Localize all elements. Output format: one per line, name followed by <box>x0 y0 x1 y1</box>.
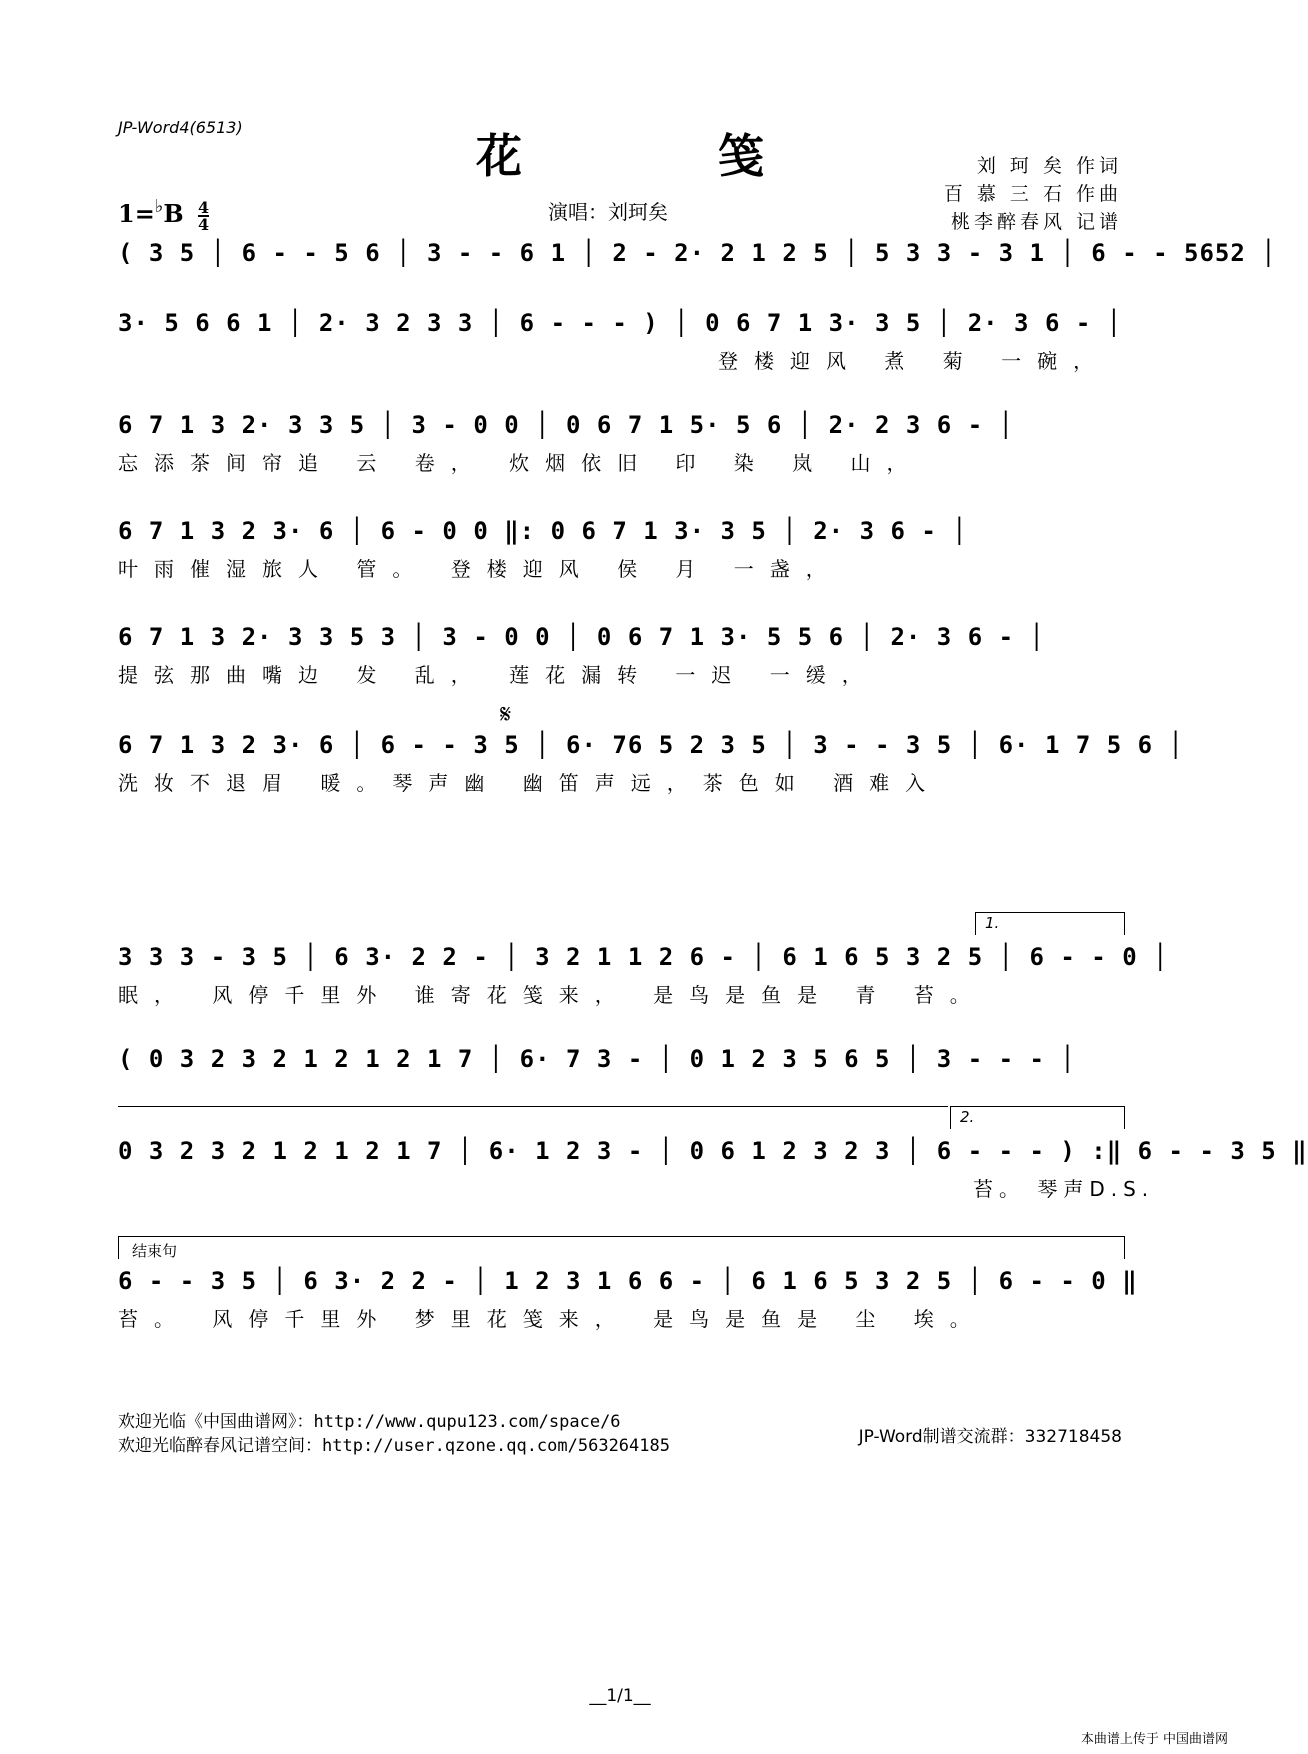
score-notes: 6 - - 3 5 │ 6 3· 2 2 - │ 1 2 3 1 6 6 - │ 6 1 6 5 3 2 5 │ 6 - - 0 ‖ <box>118 1267 1138 1295</box>
lyricist: 刘 珂 矣 作词 <box>976 155 1122 177</box>
flat-sign: ♭ <box>154 196 164 217</box>
staff-divider <box>118 1106 948 1107</box>
footer-links <box>118 1410 670 1458</box>
score-notes: 6 7 1 3 2 3· 6 │ 6 - - 3 5 │ 6· 76 5 2 3 5 │ 3 - - 3 5 │ 6· 1 7 5 6 │ <box>118 731 1184 759</box>
key-note: B <box>163 199 184 228</box>
coda-bracket <box>118 1236 1125 1259</box>
ending-2-label: 2. <box>960 1108 975 1126</box>
time-signature <box>197 197 210 234</box>
page-title: 花 笺 <box>475 129 854 183</box>
score-row <box>118 236 1277 306</box>
score-lyrics: 苔。 琴声D.S. <box>973 1177 1155 1201</box>
score-lyrics: 登楼迎风 煮 菊 一碗， <box>718 349 1110 373</box>
score-row <box>118 620 1123 690</box>
software-label: JP-Word4(6513) <box>118 118 243 137</box>
score-row <box>118 940 1169 1010</box>
score-row <box>118 306 1123 376</box>
score-lyrics: 洗妆不退眉 暖。琴声幽 幽笛声远，茶色如 酒难入 <box>118 771 942 795</box>
score-notes: 3· 5 6 6 1 │ 2· 3 2 3 3 │ 6 - - - ) │ 0 6 7 1 3· 3 5 │ 2· 3 6 - │ <box>118 309 1123 337</box>
singer: 演唱：刘珂矣 <box>548 200 668 224</box>
time-top: 4 <box>197 197 210 217</box>
composer: 百 慕 三 石 作曲 <box>943 183 1122 205</box>
score-notes: 6 7 1 3 2· 3 3 5 3 │ 3 - 0 0 │ 0 6 7 1 3· 5 5 6 │ 2· 3 6 - │ <box>118 623 1045 651</box>
page-number: __1/1__ <box>589 1686 651 1706</box>
key-signature <box>118 196 209 232</box>
score-lyrics: 眠， 风停千里外 谁寄花笺来， 是鸟是鱼是 青 苔。 <box>118 983 986 1007</box>
credits <box>944 152 1122 236</box>
score-notes: ( 3 5 │ 6 - - 5 6 │ 3 - - 6 1 │ 2 - 2· 2 1 2 5 │ 5 3 3 - 3 1 │ 6 - - 5652 │ <box>118 239 1277 267</box>
upload-watermark: 本曲谱上传于 中国曲谱网 <box>1080 1732 1228 1747</box>
score-notes: 0 3 2 3 2 1 2 1 2 1 7 │ 6· 1 2 3 - │ 0 6 1 2 3 2 3 │ 6 - - - ) :‖ 6 - - 3 5 ‖ <box>118 1137 1308 1165</box>
score-lyrics: 叶雨催湿旅人 管。 登楼迎风 侯 月 一盏， <box>118 557 842 581</box>
transcriber: 桃李醉春风 记谱 <box>950 211 1122 233</box>
segno-sign: 𝄋 <box>500 700 512 730</box>
score-row <box>118 514 1123 584</box>
ending-2-bracket <box>950 1106 1125 1129</box>
score-notes: 3 3 3 - 3 5 │ 6 3· 2 2 - │ 3 2 1 1 2 6 - │ 6 1 6 5 3 2 5 │ 6 - - 0 │ <box>118 943 1169 971</box>
score-row <box>118 1134 1308 1204</box>
score-row <box>118 1042 1123 1112</box>
score-row <box>118 728 1184 798</box>
footer-link-2[interactable]: 欢迎光临醉春风记谱空间：http://user.qzone.qq.com/563264185 <box>118 1436 670 1456</box>
score-row <box>118 408 1123 478</box>
key-prefix: 1= <box>118 199 155 228</box>
ending-1-label: 1. <box>985 914 1000 932</box>
score-row <box>118 1264 1138 1334</box>
qq-group: JP-Word制谱交流群：332718458 <box>858 1427 1122 1447</box>
score-notes: 6 7 1 3 2· 3 3 5 │ 3 - 0 0 │ 0 6 7 1 5· 5 6 │ 2· 2 3 6 - │ <box>118 411 1015 439</box>
score-notes: ( 0 3 2 3 2 1 2 1 2 1 7 │ 6· 7 3 - │ 0 1 2 3 5 6 5 │ 3 - - - │ <box>118 1045 1076 1073</box>
score-notes: 6 7 1 3 2 3· 6 │ 6 - 0 0 ‖: 0 6 7 1 3· 3 5 │ 2· 3 6 - │ <box>118 517 968 545</box>
score-lyrics: 提弦那曲嘴边 发 乱， 莲花漏转 一迟 一缓， <box>118 663 878 687</box>
coda-label: 结束句 <box>132 1242 178 1260</box>
time-bottom: 4 <box>197 214 210 234</box>
score-lyrics: 忘添茶间帘追 云 卷， 炊烟依旧 印 染 岚 山， <box>118 451 923 475</box>
footer-link-1[interactable]: 欢迎光临《中国曲谱网》：http://www.qupu123.com/space/6 <box>118 1412 621 1432</box>
score-lyrics: 苔。 风停千里外 梦里花笺来， 是鸟是鱼是 尘 埃。 <box>118 1307 986 1331</box>
